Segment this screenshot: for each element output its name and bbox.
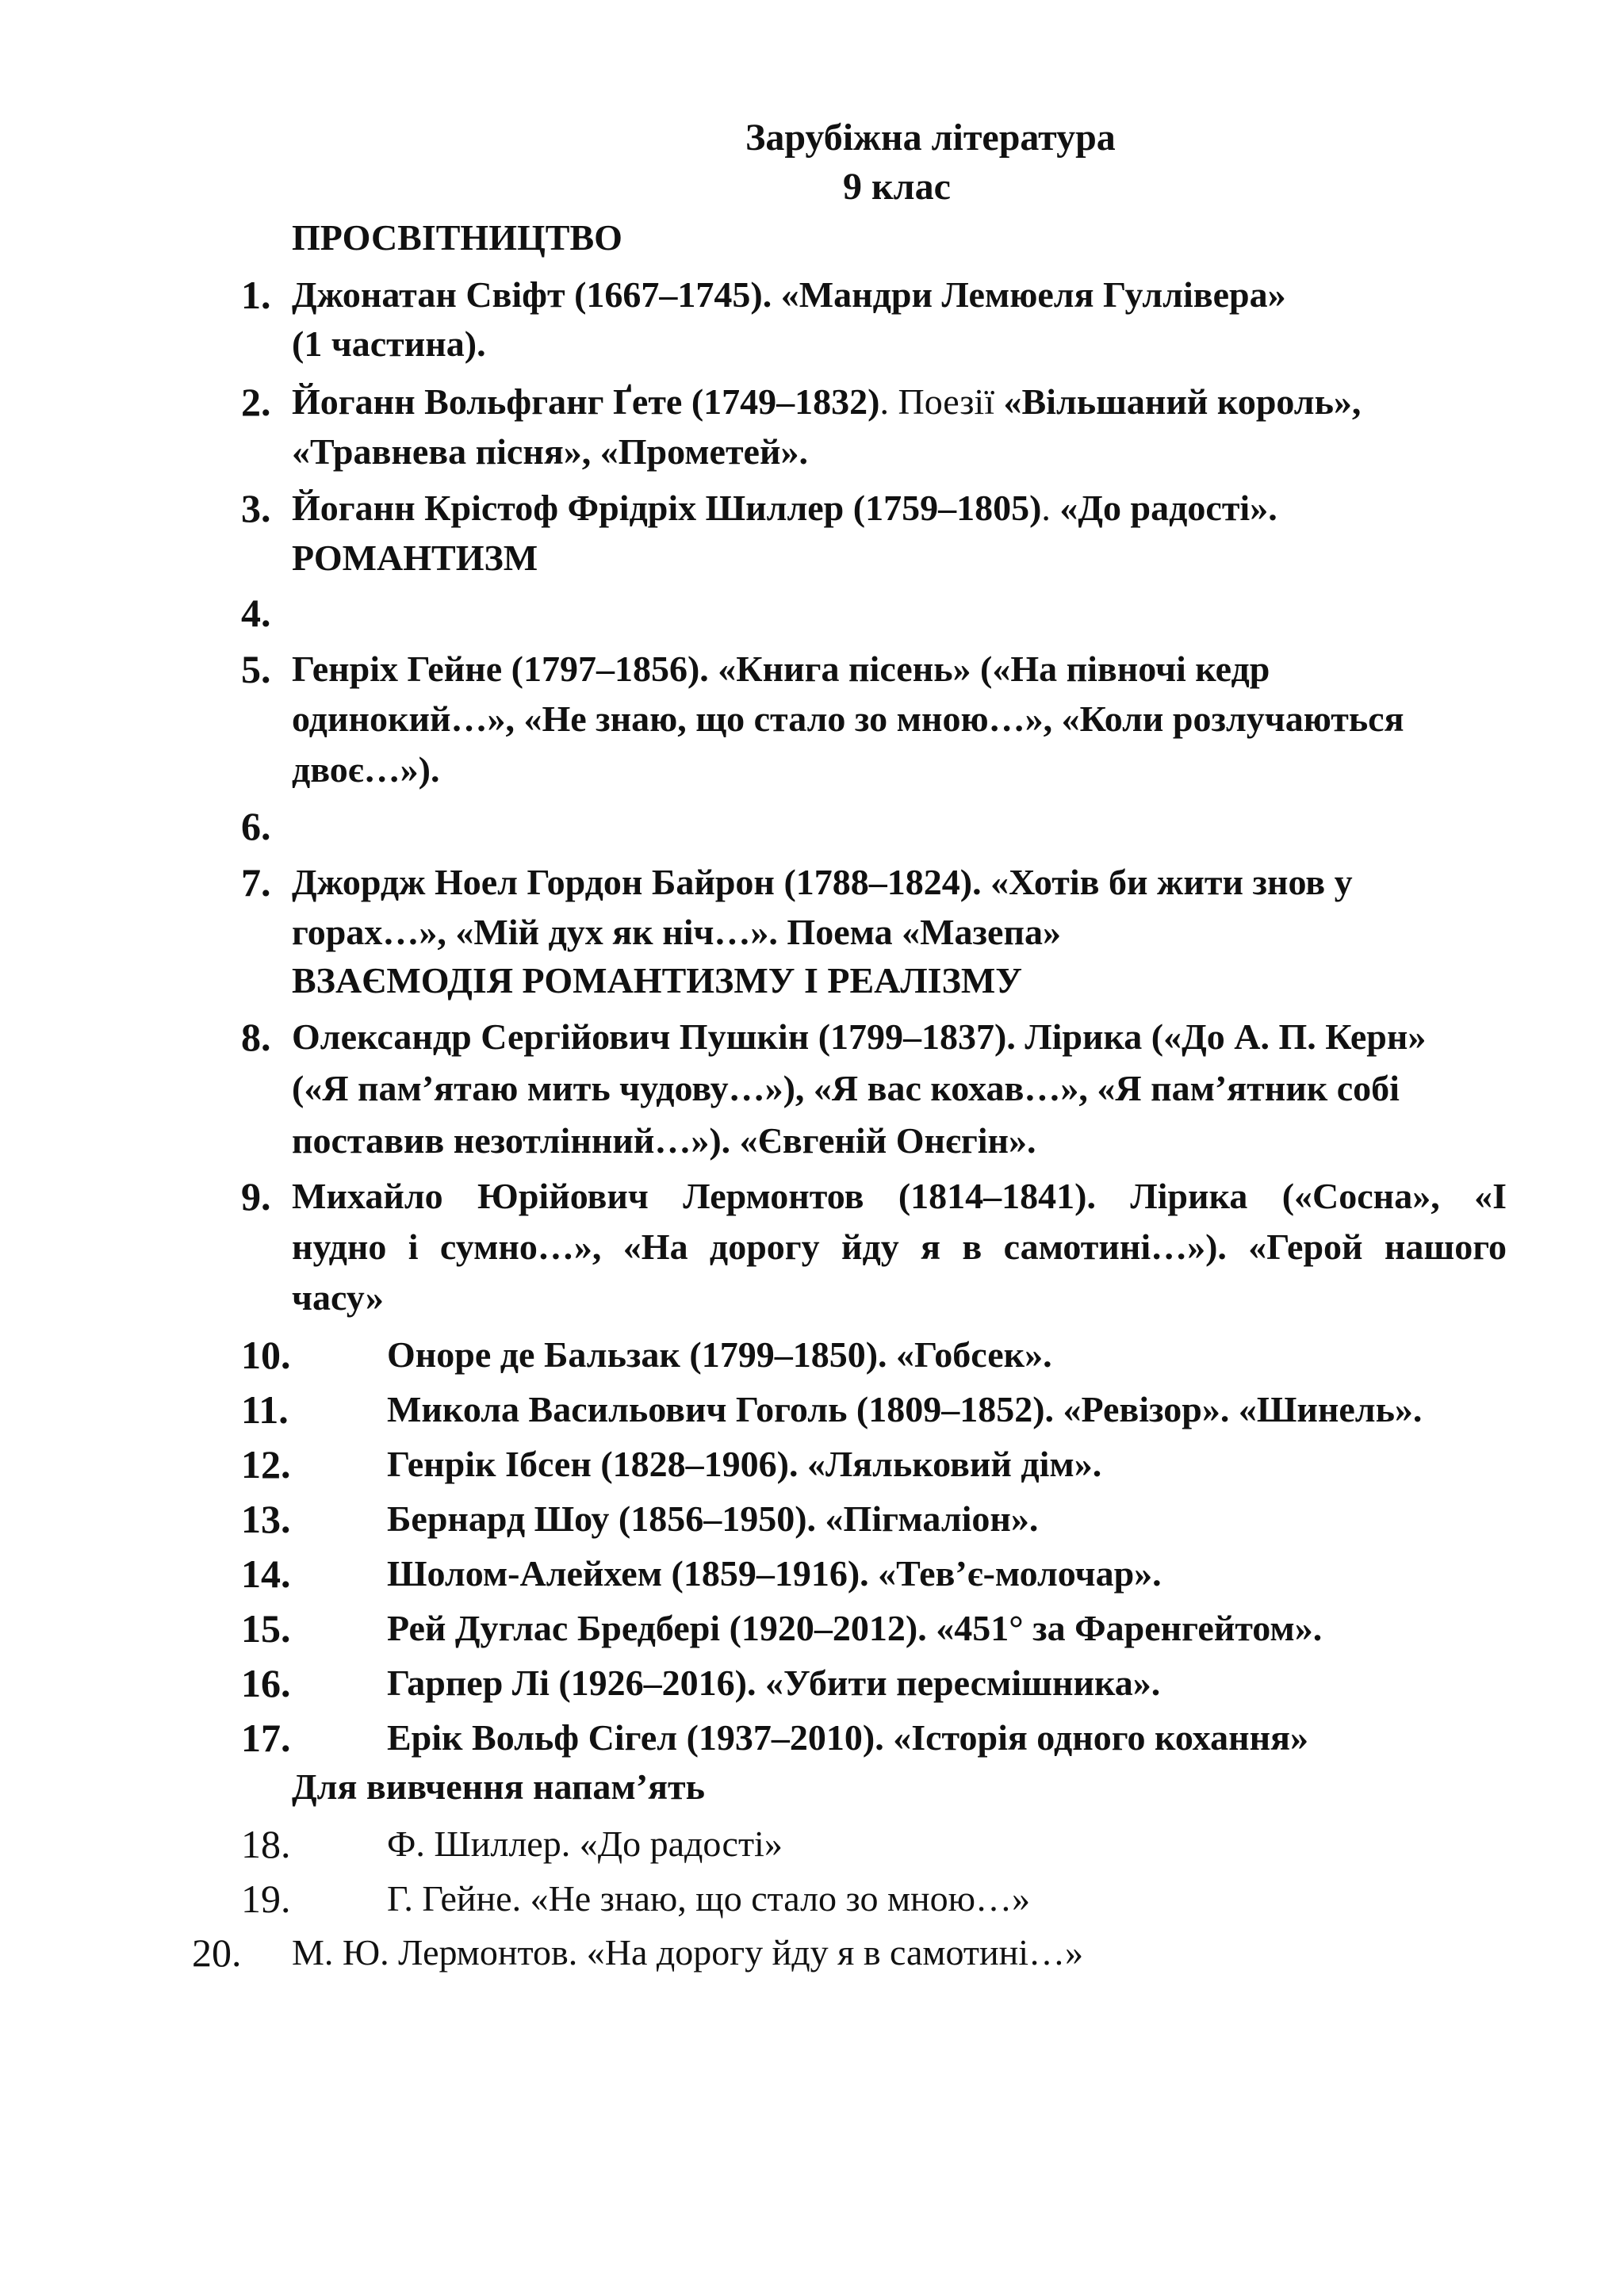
item-text-line: Шолом-Алейхем (1859–1916). «Тев’є-молочар». <box>387 1553 1162 1594</box>
section-memorize: Для вивчення напам’ять <box>292 1766 705 1807</box>
item-number: 12. <box>241 1442 291 1487</box>
item-number: 13. <box>241 1497 291 1541</box>
item-number: 4. <box>241 591 271 635</box>
section-enlightenment: ПРОСВІТНИЦТВО <box>292 217 622 258</box>
item-text-line: Йоганн Крістоф Фрідріх Шиллер (1759–1805). «До радості». <box>292 488 1277 528</box>
item-text-line: Ерік Вольф Сігел (1937–2010). «Історія одного кохання» <box>387 1717 1309 1758</box>
item-number: 10. <box>241 1333 291 1377</box>
document-page: Зарубіжна література 9 клас ПРОСВІТНИЦТВО 1. Джонатан Свіфт (1667–1745). «Мандри Лемюеля Гуллівера» (1 частина). 2. Йоганн Вольфганг Ґете (1749–1832). Поезії «Вільшаний король», «Травнева пісня», «Прометей». 3. Йоганн Крістоф Фрідріх Шиллер (1759–1805). «До радості». РОМАНТИЗМ 4. 5. Генріх Гейне (1797–1856). «Книга пісень» («На півночі кедр одинокий…», «Не знаю, що стало зо мною…», «Коли розлучаються двоє…»). 6. 7. Джордж Ноел Гордон Байрон (1788–1824). «Хотів би жити знов у горах…», «Мій дух як ніч…». Поема «Мазепа» ВЗАЄМОДІЯ РОМАНТИЗМУ І РЕАЛІЗМУ 8. Олександр Сергійович Пушкін (1799–1837). Лірика («До А. П. Керн» («Я пам’ятаю мить чудову…»), «Я вас кохав…», «Я пам’ятник собі поставив незотлінний…»). «Євгеній Онєгін». 9. Михайло Юрійович Лермонтов (1814–1841). Лірика («Сосна», «І нудно і сумно…», «На дорогу йду я в самотині…»). «Герой нашого часу» 10. Оноре де Бальзак (1799–1850). «Гобсек». 11. Микола Васильович Гоголь (1809–1852). «Ревізор». «Шинель». 12. Генрік Ібсен (1828–1906). «Ляльковий дім». 13. Бернард Шоу (1856–1950). «Пігмаліон». 14. Шолом-Алейхем (1859–1916). «Тев’є-молочар». 15. Рей Дуглас Бредбері (1920–2012). «451° за Фаренгейтом». 16. Гарпер Лі (1926–2016). «Убити пересмішника». 17. Ерік Вольф Сігел (1937–2010). «Історія одного кохання» Для вивчення напам’ять 18. Ф. Шиллер. «До радості» 19. Г. Гейне. «Не знаю, що стало зо мною…» 20. М. Ю. Лермонтов. «На дорогу йду я в самотині…» <box>192 117 1507 1975</box>
item-text-line: Оноре де Бальзак (1799–1850). «Гобсек». <box>387 1334 1052 1375</box>
item-number: 11. <box>241 1387 289 1432</box>
item-text-line: («Я пам’ятаю мить чудову…»), «Я вас кохав…», «Я пам’ятник собі <box>292 1068 1400 1108</box>
item-number: 2. <box>241 380 271 424</box>
item-number: 1. <box>241 273 271 317</box>
item-number: 7. <box>241 860 271 905</box>
item-text-line: Джордж Ноел Гордон Байрон (1788–1824). «Хотів би жити знов у <box>292 862 1353 902</box>
item-number: 20. <box>192 1931 242 1975</box>
item-text-line: поставив незотлінний…»). «Євгеній Онєгін». <box>292 1120 1036 1161</box>
item-number: 9. <box>241 1174 271 1219</box>
item-number: 16. <box>241 1661 291 1705</box>
item-text-line: одинокий…», «Не знаю, що стало зо мною…», «Коли розлучаються <box>292 698 1404 739</box>
item-text-line: Генрік Ібсен (1828–1906). «Ляльковий дім». <box>387 1444 1102 1484</box>
item-text-line: «Травнева пісня», «Прометей». <box>292 431 808 472</box>
item-text-line: (1 частина). <box>292 323 486 364</box>
item-number: 19. <box>241 1877 291 1921</box>
item-text-line: М. Ю. Лермонтов. «На дорогу йду я в самотині…» <box>292 1932 1084 1973</box>
item-text-line: горах…», «Мій дух як ніч…». Поема «Мазепа» <box>292 912 1061 952</box>
item-text-line: Гарпер Лі (1926–2016). «Убити пересмішника». <box>387 1663 1161 1703</box>
item-number: 18. <box>241 1822 291 1866</box>
section-romanticism: РОМАНТИЗМ <box>292 538 538 578</box>
item-text-line: Михайло Юрійович Лермонтов (1814–1841). Лірика («Сосна», «І <box>292 1176 1507 1216</box>
item-number: 8. <box>241 1015 271 1059</box>
item-text-line: Йоганн Вольфганг Ґете (1749–1832). Поезії «Вільшаний король», <box>292 381 1362 422</box>
item-number: 5. <box>241 647 271 691</box>
item-text-line: Микола Васильович Гоголь (1809–1852). «Ревізор». «Шинель». <box>387 1389 1423 1429</box>
item-text-line: Олександр Сергійович Пушкін (1799–1837). Лірика («До А. П. Керн» <box>292 1016 1427 1057</box>
item-text-line: Г. Гейне. «Не знаю, що стало зо мною…» <box>387 1878 1031 1919</box>
item-text-line: Бернард Шоу (1856–1950). «Пігмаліон». <box>387 1498 1039 1539</box>
item-text-line: Джонатан Свіфт (1667–1745). «Мандри Лемюеля Гуллівера» <box>292 274 1286 315</box>
item-text-line: Ф. Шиллер. «До радості» <box>387 1823 783 1864</box>
section-interaction: ВЗАЄМОДІЯ РОМАНТИЗМУ І РЕАЛІЗМУ <box>292 960 1023 1001</box>
item-text-line: Рей Дуглас Бредбері (1920–2012). «451° за Фаренгейтом». <box>387 1608 1323 1648</box>
item-number: 14. <box>241 1552 291 1596</box>
item-number: 15. <box>241 1606 291 1651</box>
item-text-line: нудно і сумно…», «На дорогу йду я в самотині…»). «Герой нашого <box>292 1226 1507 1267</box>
item-number: 3. <box>241 486 271 530</box>
item-number: 17. <box>241 1716 291 1760</box>
item-text-line: Генріх Гейне (1797–1856). «Книга пісень» («На півночі кедр <box>292 649 1270 689</box>
item-text-line: двоє…»). <box>292 749 440 790</box>
item-number: 6. <box>241 804 271 848</box>
item-text-line: часу» <box>292 1277 384 1318</box>
